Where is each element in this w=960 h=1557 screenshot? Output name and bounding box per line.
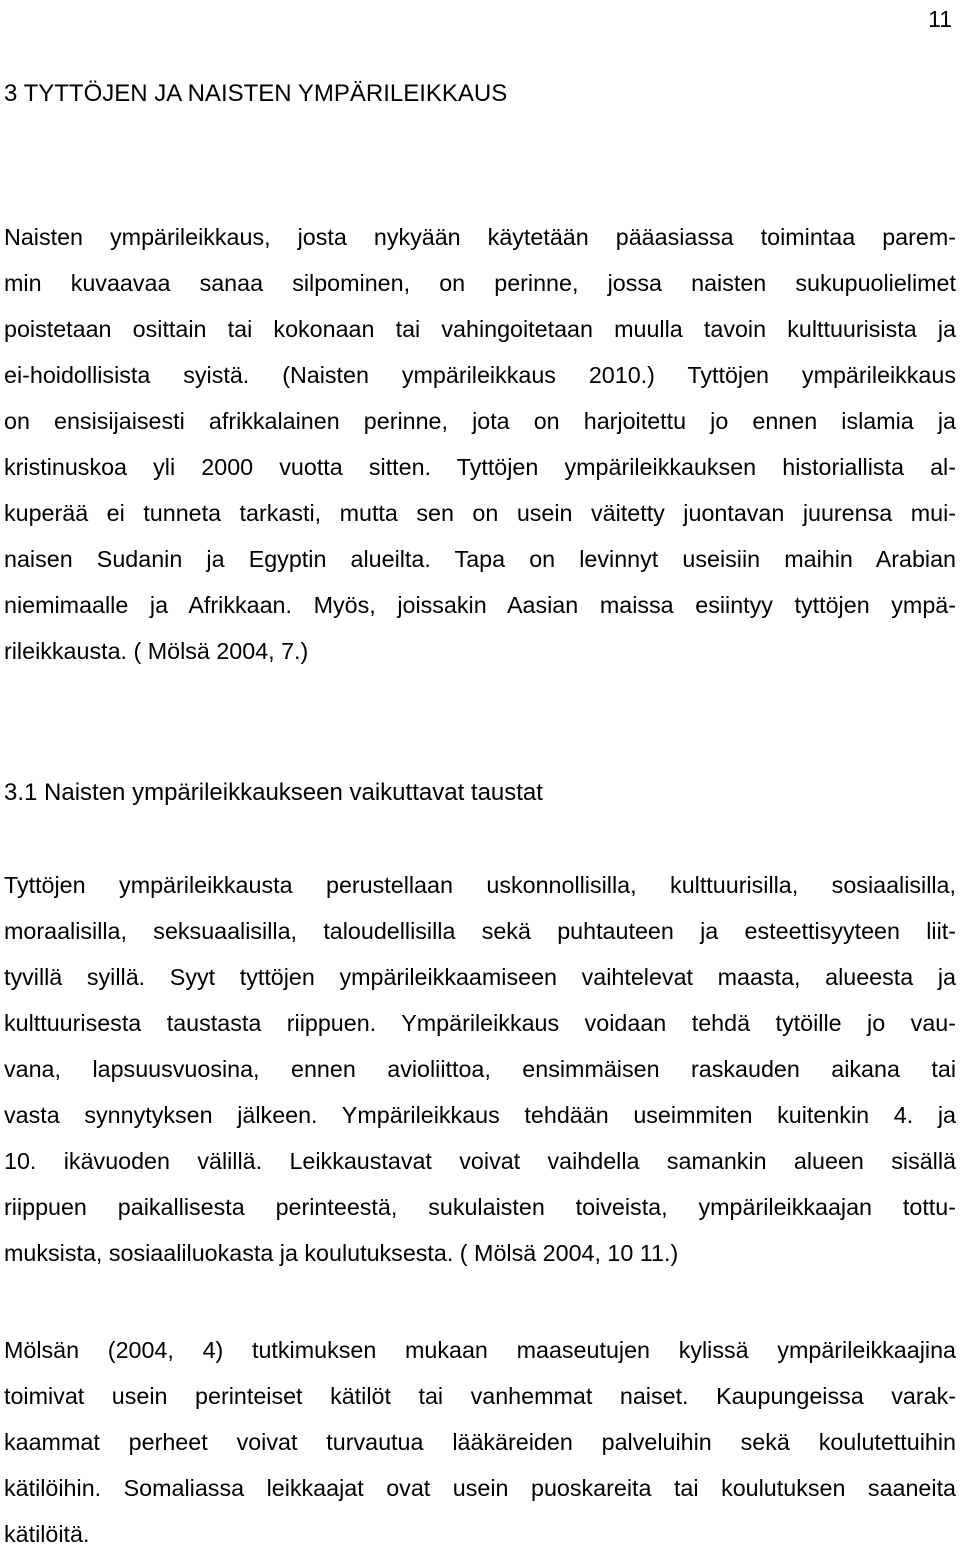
paragraph-line: min kuvaavaa sanaa silpominen, on perinne, jossa naisten sukupuolielimet [4,270,956,296]
paragraph-line: vasta synnytyksen jälkeen. Ympärileikkaus tehdään useimmiten kuitenkin 4. ja [4,1102,956,1128]
paragraph-line: poistetaan osittain tai kokonaan tai vahingoitetaan muulla tavoin kulttuurisista ja [4,316,956,342]
page-number: 11 [928,6,952,32]
paragraph-line: Tyttöjen ympärileikkausta perustellaan uskonnollisilla, kulttuurisilla, sosiaalisilla, [4,872,956,898]
paragraph-line: rileikkausta. ( Mölsä 2004, 7.) [4,638,309,664]
paragraph-line: tyvillä syillä. Syyt tyttöjen ympärileikkaamiseen vaihtelevat maasta, alueesta ja [4,964,956,990]
paragraph-3 [4,1327,956,1557]
paragraph-line: kulttuurisesta taustasta riippuen. Ympärileikkaus voidaan tehdä tytöille jo vau- [4,1010,956,1036]
paragraph-line: kristinuskoa yli 2000 vuotta sitten. Tyttöjen ympärileikkauksen historiallista al- [4,454,956,480]
paragraph-line: naisen Sudanin ja Egyptin alueilta. Tapa on levinnyt useisiin maihin Arabian [4,546,956,572]
paragraph-line: on ensisijaisesti afrikkalainen perinne, jota on harjoitettu jo ennen islamia ja [4,408,956,434]
chapter-heading: 3 TYTTÖJEN JA NAISTEN YMPÄRILEIKKAUS [4,80,508,107]
paragraph-1 [4,214,956,674]
paragraph-line: toimivat usein perinteiset kätilöt tai vanhemmat naiset. Kaupungeissa varak- [4,1383,956,1409]
paragraph-line: 10. ikävuoden välillä. Leikkaustavat voivat vaihdella samankin alueen sisällä [4,1148,956,1174]
paragraph-line: kätilöihin. Somaliassa leikkaajat ovat usein puoskareita tai koulutuksen saaneita [4,1475,956,1501]
paragraph-line: vana, lapsuusvuosina, ennen avioliittoa, ensimmäisen raskauden aikana tai [4,1056,956,1082]
paragraph-line: moraalisilla, seksuaalisilla, taloudellisilla sekä puhtauteen ja esteettisyyteen liit- [4,918,956,944]
paragraph-line: Mölsän (2004, 4) tutkimuksen mukaan maaseutujen kylissä ympärileikkaajina [4,1337,956,1363]
paragraph-line: Naisten ympärileikkaus, josta nykyään käytetään pääasiassa toimintaa parem- [4,224,956,250]
paragraph-line: niemimaalle ja Afrikkaan. Myös, joissakin Aasian maissa esiintyy tyttöjen ympä- [4,592,956,618]
paragraph-line: kätilöitä. [4,1521,90,1547]
section-heading: 3.1 Naisten ympärileikkaukseen vaikuttavat taustat [4,779,543,806]
paragraph-line: muksista, sosiaaliluokasta ja koulutuksesta. ( Mölsä 2004, 10 11.) [4,1240,679,1266]
paragraph-line: riippuen paikallisesta perinteestä, sukulaisten toiveista, ympärileikkaajan tottu- [4,1194,956,1220]
paragraph-line: kuperää ei tunneta tarkasti, mutta sen on usein väitetty juontavan juurensa mui- [4,500,956,526]
paragraph-line: kaammat perheet voivat turvautua lääkäreiden palveluihin sekä koulutettuihin [4,1429,956,1455]
paragraph-line: ei-hoidollisista syistä. (Naisten ympärileikkaus 2010.) Tyttöjen ympärileikkaus [4,362,956,388]
paragraph-2 [4,862,956,1276]
